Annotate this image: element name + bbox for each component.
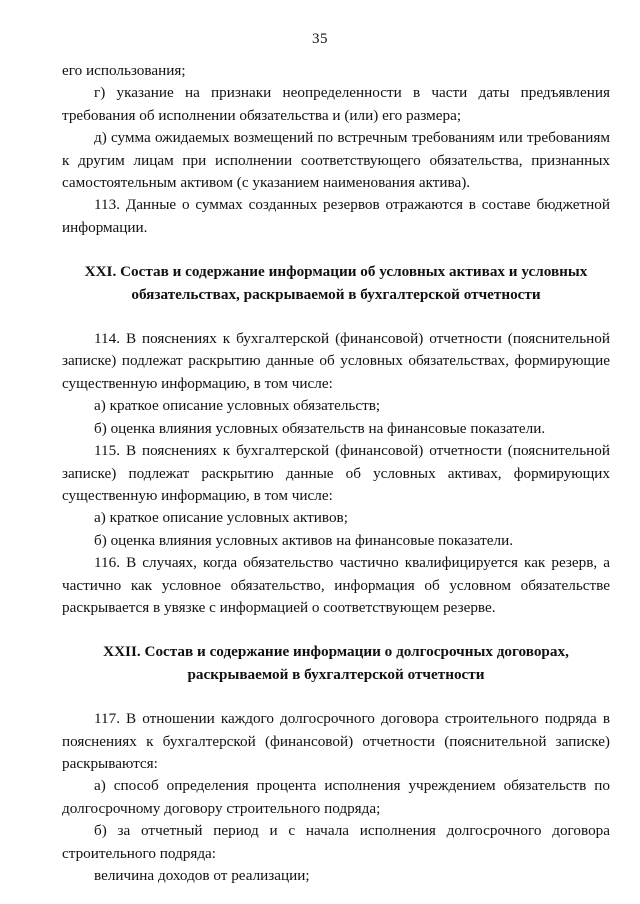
section-heading-xxii-line2: раскрываемой в бухгалтерской отчетности <box>187 665 485 683</box>
paragraph-114-a: а) краткое описание условных обязательств; <box>94 397 381 415</box>
section-heading-xxii <box>62 641 610 686</box>
paragraph-117: 117. В отношении каждого долгосрочного договора строительного подряда в пояснениях к бухгалтерской (финансовой) отчетности (пояснительной записке) раскрываются: <box>62 710 610 772</box>
paragraph-114-b: б) оценка влияния условных обязательств на финансовые показатели. <box>94 419 546 437</box>
paragraph-115-b: б) оценка влияния условных активов на финансовые показатели. <box>94 531 513 549</box>
paragraph-117-b: б) за отчетный период и с начала исполнения долгосрочного договора строительного подряда: <box>62 822 610 862</box>
paragraph-115-a: а) краткое описание условных активов; <box>94 509 348 527</box>
section-heading-xxi <box>62 261 610 306</box>
section-heading-xxi-line2: обязательствах, раскрываемой в бухгалтерской отчетности <box>131 285 541 303</box>
paragraph-117-a: а) способ определения процента исполнения учреждением обязательств по долгосрочному договору строительного подряда; <box>62 777 610 817</box>
paragraph-116: 116. В случаях, когда обязательство частично квалифицируется как резерв, а частично как условное обязательство, информация об условном обязательстве раскрывается в увязке с информацией о соответствующем резерве. <box>62 554 610 616</box>
paragraph-114: 114. В пояснениях к бухгалтерской (финансовой) отчетности (пояснительной записке) подлежат раскрытию данные об условных обязательствах, формирующие существенную информацию, в том числе: <box>62 330 610 392</box>
paragraph-continuation: его использования; <box>62 62 186 79</box>
paragraph-117-b-1: величина доходов от реализации; <box>94 867 310 884</box>
section-heading-xxi-line1: XXI. Состав и содержание информации об условных активах и условных <box>84 263 588 281</box>
paragraph-115: 115. В пояснениях к бухгалтерской (финансовой) отчетности (пояснительной записке) подлежат раскрытию данные об условных активах, формирующих существенную информацию, в том числе: <box>62 442 610 504</box>
paragraph-item-g: г) указание на признаки неопределенности в части даты предъявления требования об исполнении обязательства и (или) его размера; <box>62 84 610 124</box>
section-heading-xxii-line1: XXII. Состав и содержание информации о долгосрочных договорах, <box>103 643 569 661</box>
page-body <box>62 60 610 887</box>
paragraph-113: 113. Данные о суммах созданных резервов отражаются в составе бюджетной информации. <box>62 196 610 236</box>
paragraph-item-d: д) сумма ожидаемых возмещений по встречным требованиям или требованиям к другим лицам при исполнении соответствующего обязательства, признанных самостоятельным активом (с указанием наименования актива). <box>62 129 610 192</box>
page-number: 35 <box>312 31 328 47</box>
